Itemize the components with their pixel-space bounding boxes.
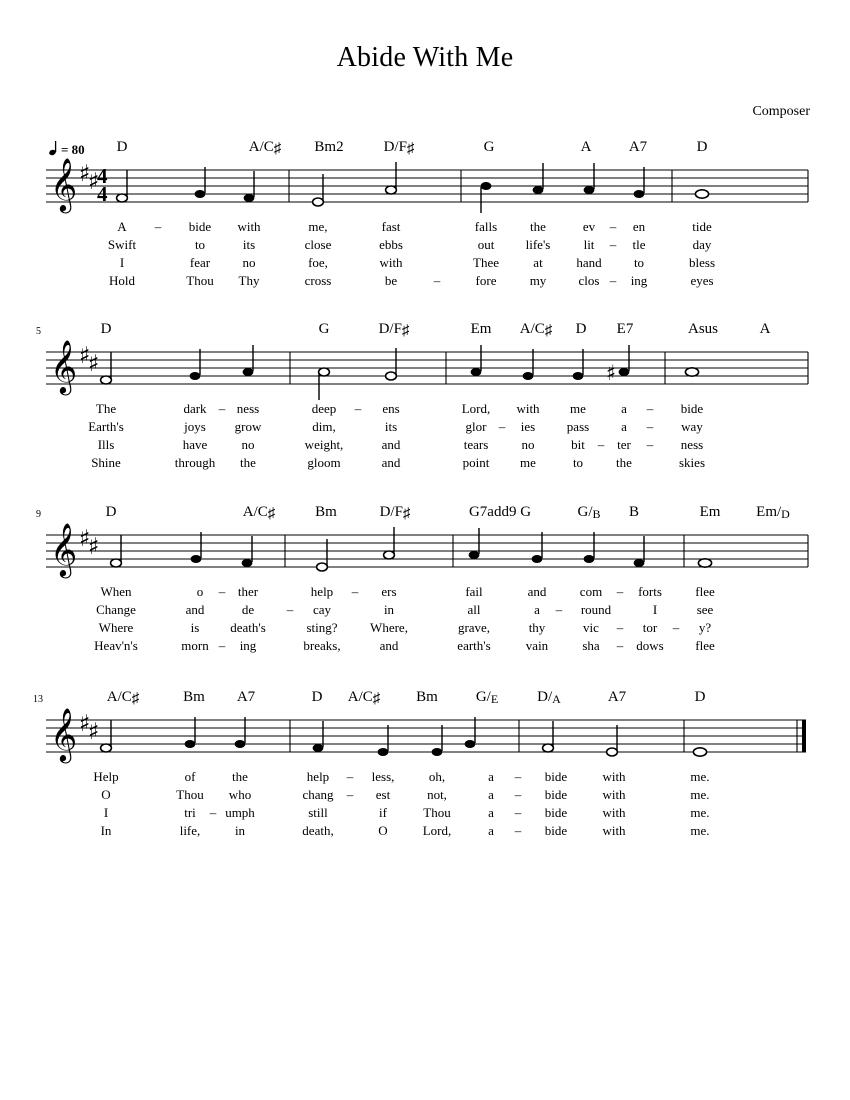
staff-lines	[46, 720, 806, 752]
note	[693, 748, 706, 756]
lyric-syllable: O	[378, 823, 388, 838]
lyric-hyphen: –	[597, 437, 605, 452]
lyric-syllable: a	[488, 823, 494, 838]
chord-symbol: Em	[470, 321, 492, 337]
svg-text:♯: ♯	[79, 711, 91, 737]
lyric-syllable: a	[488, 769, 494, 784]
lyric-syllable: fast	[381, 219, 401, 234]
note	[685, 368, 698, 376]
lyric-syllable: est	[375, 787, 391, 802]
lyric-syllable: its	[384, 419, 398, 434]
lyric-syllable: me	[520, 455, 536, 470]
note	[313, 174, 324, 206]
note	[386, 348, 397, 380]
treble-clef-icon: 𝄞	[50, 339, 78, 393]
chord-symbol: A	[759, 321, 771, 337]
chord-symbol: Bm	[416, 689, 438, 705]
verse-line	[0, 619, 850, 637]
lyric-syllable: o	[196, 584, 204, 599]
lyric-syllable: round	[580, 602, 612, 617]
staff-lines	[46, 535, 808, 567]
lyric-syllable: a	[488, 787, 494, 802]
lyric-syllable: and	[185, 602, 205, 617]
note	[195, 167, 206, 198]
lyric-syllable: breaks,	[303, 638, 341, 653]
lyric-syllable: bide	[544, 805, 568, 820]
lyric-syllable: life,	[179, 823, 201, 838]
measure-number: 13	[33, 694, 43, 705]
note	[432, 725, 443, 756]
lyric-syllable: deep	[311, 401, 337, 416]
lyric-syllable: if	[379, 805, 387, 820]
lyric-syllable: help	[306, 769, 330, 784]
composer-label: Composer	[752, 104, 810, 119]
lyric-syllable: and	[381, 455, 401, 470]
lyric-syllable: a	[621, 401, 627, 416]
lyric-syllable: pass	[566, 419, 590, 434]
lyric-syllable: with	[237, 219, 261, 234]
chord-symbol: A/C♯	[248, 139, 282, 157]
lyric-syllable: Swift	[107, 237, 137, 252]
lyric-syllable: falls	[474, 219, 498, 234]
lyric-syllable: bide	[188, 219, 212, 234]
lyric-syllable: is	[190, 620, 200, 635]
note	[190, 349, 201, 380]
lyric-syllable: and	[381, 437, 401, 452]
chord-symbol: Bm	[183, 689, 205, 705]
note	[695, 190, 708, 198]
lyric-syllable: in	[234, 823, 246, 838]
lyric-syllable: see	[696, 602, 714, 617]
lyric-syllable: O	[101, 787, 111, 802]
lyric-hyphen: –	[514, 787, 522, 802]
chord-symbol: D/F♯	[379, 504, 411, 522]
lyric-syllable: no	[521, 437, 535, 452]
lyric-syllable: out	[477, 237, 495, 252]
lyric-syllable: help	[310, 584, 334, 599]
lyric-syllable: and	[379, 638, 399, 653]
verse-line	[0, 236, 850, 254]
lyric-syllable: not,	[427, 787, 447, 802]
chord-symbol: G/E	[475, 689, 499, 706]
chord-symbol: B	[628, 504, 640, 520]
lyric-syllable: bless	[689, 255, 715, 270]
lyric-syllable: Lord,	[422, 823, 452, 838]
lyric-syllable: with	[516, 401, 540, 416]
treble-clef-icon: 𝄞	[50, 522, 78, 576]
lyric-syllable: have	[182, 437, 208, 452]
chord-symbol: D	[694, 689, 706, 705]
lyric-syllable: weight,	[304, 437, 344, 452]
lyric-syllable: less,	[371, 769, 395, 784]
note	[465, 717, 476, 748]
lyric-hyphen: –	[514, 823, 522, 838]
treble-clef-icon: 𝄞	[50, 707, 78, 761]
chord-symbol: G	[318, 321, 330, 337]
chord-symbol: G	[483, 139, 495, 155]
lyric-syllable: com	[579, 584, 603, 599]
svg-text:♯: ♯	[88, 719, 100, 745]
lyric-syllable: with	[602, 787, 626, 802]
lyric-syllable: bide	[544, 787, 568, 802]
verse-line	[0, 637, 850, 655]
note	[235, 717, 246, 748]
lyric-syllable: gloom	[307, 455, 341, 470]
lyric-syllable: I	[103, 805, 109, 820]
key-signature	[79, 343, 99, 377]
svg-text:♯: ♯	[79, 343, 91, 369]
lyric-syllable: ness	[680, 437, 704, 452]
verse-line	[0, 583, 850, 601]
lyric-syllable: in	[383, 602, 395, 617]
lyric-syllable: me.	[690, 787, 710, 802]
lyric-syllable: I	[652, 602, 658, 617]
note	[523, 349, 534, 380]
lyric-hyphen: –	[609, 273, 617, 288]
lyric-syllable: with	[602, 805, 626, 820]
chord-symbol: A/C♯	[347, 689, 381, 707]
chord-row-2	[0, 320, 850, 340]
lyric-syllable: no	[242, 255, 256, 270]
verse-line	[0, 804, 850, 822]
lyric-hyphen: –	[609, 219, 617, 234]
lyric-syllable: en	[632, 219, 646, 234]
chord-row-4	[0, 688, 850, 708]
lyric-syllable: life's	[525, 237, 551, 252]
verse-line	[0, 822, 850, 840]
chord-symbol: A/C♯	[242, 504, 276, 522]
lyric-syllable: flee	[695, 584, 715, 599]
key-signature	[79, 711, 99, 745]
lyric-syllable: through	[174, 455, 216, 470]
lyric-syllable: death,	[302, 823, 334, 838]
lyric-syllable: Hold	[109, 273, 135, 288]
lyric-syllable: with	[602, 823, 626, 838]
lyric-syllable: fail	[465, 584, 483, 599]
lyric-syllable: The	[95, 401, 117, 416]
lyric-syllable: Thy	[238, 273, 260, 288]
lyric-syllable: y?	[698, 620, 712, 635]
lyric-syllable: morn	[181, 638, 209, 653]
lyric-syllable: its	[242, 237, 256, 252]
lyric-syllable: ens	[382, 401, 400, 416]
verse-line	[0, 601, 850, 619]
chord-symbol: D/A	[537, 689, 561, 706]
lyric-syllable: be	[384, 273, 398, 288]
lyric-syllable: earth's	[457, 638, 491, 653]
lyric-syllable: grave,	[457, 620, 491, 635]
chord-symbol: A7	[607, 689, 627, 705]
lyric-syllable: umph	[225, 805, 255, 820]
chord-symbol: D	[105, 504, 117, 520]
lyric-syllable: chang	[302, 787, 334, 802]
lyric-syllable: death's	[230, 620, 266, 635]
lyric-syllable: close	[304, 237, 332, 252]
verse-line	[0, 400, 850, 418]
chord-symbol: A/C♯	[106, 689, 140, 707]
lyric-syllable: grow	[234, 419, 262, 434]
lyric-syllable: to	[572, 455, 584, 470]
lyric-syllable: a	[621, 419, 627, 434]
lyric-hyphen: –	[351, 584, 359, 599]
measure-number: 5	[36, 326, 41, 337]
lyric-syllable: thy	[528, 620, 546, 635]
chord-symbol: A	[580, 139, 592, 155]
chord-symbol: Em/D	[756, 504, 790, 521]
lyric-syllable: Help	[93, 769, 119, 784]
chord-symbol: E7	[616, 321, 634, 337]
chord-symbol: A/C♯	[519, 321, 553, 339]
page-title: Abide With Me	[336, 42, 514, 73]
lyric-hyphen: –	[498, 419, 506, 434]
lyric-syllable: Shine	[91, 455, 121, 470]
lyric-syllable: the	[530, 219, 546, 234]
lyric-hyphen: –	[616, 638, 624, 653]
lyric-hyphen: –	[346, 769, 354, 784]
lyric-syllable: Thou	[186, 273, 214, 288]
lyric-syllable: the	[616, 455, 632, 470]
lyric-hyphen: –	[609, 237, 617, 252]
lyric-syllable: I	[119, 255, 125, 270]
lyric-syllable: When	[100, 584, 132, 599]
lyric-hyphen: –	[555, 602, 563, 617]
lyric-syllable: Lord,	[461, 401, 491, 416]
lyric-syllable: no	[241, 437, 255, 452]
lyric-syllable: flee	[695, 638, 715, 653]
chord-symbol: G/B	[577, 504, 601, 521]
verse-line	[0, 254, 850, 272]
lyric-syllable: to	[633, 255, 645, 270]
svg-text:♯: ♯	[88, 351, 100, 377]
lyric-syllable: day	[692, 237, 712, 252]
lyric-syllable: me.	[690, 769, 710, 784]
note	[317, 539, 328, 571]
lyric-syllable: In	[100, 823, 112, 838]
svg-text:♯: ♯	[88, 169, 100, 195]
note	[607, 725, 618, 756]
lyric-syllable: Change	[96, 602, 136, 617]
chord-symbol: D	[575, 321, 587, 337]
treble-clef-icon: 𝄞	[50, 157, 78, 211]
lyric-syllable: the	[240, 455, 256, 470]
lyric-syllable: Thou	[176, 787, 204, 802]
lyric-syllable: of	[184, 769, 196, 784]
chord-symbol: A7	[628, 139, 648, 155]
lyric-hyphen: –	[433, 273, 441, 288]
note	[532, 532, 543, 563]
lyric-syllable: de	[241, 602, 255, 617]
lyric-hyphen: –	[218, 584, 226, 599]
note	[634, 167, 645, 198]
measure-number: 9	[36, 509, 41, 520]
lyric-syllable: Heav'n's	[94, 638, 138, 653]
lyric-syllable: dark	[183, 401, 207, 416]
lyric-syllable: ther	[237, 584, 259, 599]
lyric-hyphen: –	[218, 401, 226, 416]
lyric-syllable: ing	[239, 638, 257, 653]
lyric-syllable: who	[228, 787, 252, 802]
note	[584, 532, 595, 563]
key-signature	[79, 526, 99, 560]
note	[185, 717, 196, 748]
lyric-hyphen: –	[154, 219, 162, 234]
lyric-syllable: point	[462, 455, 490, 470]
lyric-syllable: Ills	[97, 437, 115, 452]
lyric-syllable: me.	[690, 823, 710, 838]
lyric-syllable: ness	[236, 401, 260, 416]
lyric-syllable: ing	[630, 273, 648, 288]
chord-symbol: D/F♯	[383, 139, 415, 157]
lyric-hyphen: –	[354, 401, 362, 416]
lyric-syllable: with	[602, 769, 626, 784]
note	[698, 559, 711, 567]
chord-symbol: A7	[236, 689, 256, 705]
lyric-hyphen: –	[286, 602, 294, 617]
chord-row-1	[0, 138, 850, 158]
lyric-syllable: Where	[98, 620, 134, 635]
staff-lines	[46, 170, 808, 202]
lyric-syllable: oh,	[428, 769, 446, 784]
lyric-syllable: ter	[617, 437, 631, 452]
lyric-syllable: ers	[381, 584, 397, 599]
verse-line	[0, 272, 850, 290]
lyric-syllable: skies	[679, 455, 705, 470]
note	[573, 349, 584, 380]
lyric-syllable: fear	[189, 255, 211, 270]
lyric-syllable: joys	[184, 419, 206, 434]
lyric-syllable: me.	[690, 805, 710, 820]
svg-text:= 80: = 80	[61, 142, 85, 157]
lyric-hyphen: –	[218, 638, 226, 653]
sharp-icon: ♯	[606, 361, 617, 385]
verse-line	[0, 454, 850, 472]
svg-text:♯: ♯	[79, 161, 91, 187]
chord-symbol: D	[100, 321, 112, 337]
lyric-syllable: me,	[308, 219, 328, 234]
svg-text:♯: ♯	[88, 534, 100, 560]
verse-line	[0, 218, 850, 236]
lyric-syllable: sting?	[306, 620, 338, 635]
lyric-syllable: Earth's	[88, 419, 124, 434]
lyric-syllable: at	[533, 255, 543, 270]
lyric-syllable: me	[570, 401, 586, 416]
lyric-syllable: dim,	[312, 419, 336, 434]
chord-symbol: G7add9 G	[468, 504, 532, 520]
lyric-syllable: tri	[184, 805, 196, 820]
svg-text:♯: ♯	[79, 526, 91, 552]
lyric-syllable: tears	[463, 437, 489, 452]
lyric-hyphen: –	[616, 584, 624, 599]
chord-symbol: D	[696, 139, 708, 155]
lyric-hyphen: –	[646, 437, 654, 452]
chord-symbol: D/F♯	[378, 321, 410, 339]
note-with-accidental	[606, 345, 629, 385]
lyric-syllable: A	[117, 219, 127, 234]
lyric-syllable: Where,	[370, 620, 408, 635]
lyric-syllable: dows	[636, 638, 664, 653]
lyric-syllable: a	[488, 805, 494, 820]
lyric-hyphen: –	[616, 620, 624, 635]
lyric-syllable: fore	[475, 273, 497, 288]
lyric-syllable: to	[194, 237, 206, 252]
lyric-hyphen: –	[672, 620, 680, 635]
lyric-syllable: glor	[465, 419, 487, 434]
note	[191, 532, 202, 563]
lyric-syllable: way	[681, 419, 703, 434]
lyric-syllable: bide	[680, 401, 704, 416]
lyric-syllable: ev	[582, 219, 596, 234]
lyric-syllable: tle	[632, 237, 646, 252]
lyric-syllable: forts	[638, 584, 662, 599]
lyric-syllable: still	[308, 805, 328, 820]
lyric-syllable: tor	[642, 620, 658, 635]
lyric-syllable: Thee	[473, 255, 499, 270]
note	[378, 725, 389, 756]
lyric-syllable: foe,	[308, 255, 328, 270]
lyric-syllable: a	[534, 602, 540, 617]
lyric-hyphen: –	[646, 419, 654, 434]
lyric-hyphen: –	[514, 769, 522, 784]
verse-line	[0, 436, 850, 454]
lyric-syllable: bide	[544, 823, 568, 838]
chord-symbol: Bm2	[314, 139, 344, 155]
chord-symbol: D	[311, 689, 323, 705]
chord-symbol: Asus	[687, 321, 719, 337]
lyric-syllable: bide	[544, 769, 568, 784]
lyric-syllable: lit	[583, 237, 595, 252]
lyric-syllable: my	[529, 273, 547, 288]
verse-line	[0, 768, 850, 786]
lyric-hyphen: –	[514, 805, 522, 820]
lyric-syllable: with	[379, 255, 403, 270]
lyric-hyphen: –	[346, 787, 354, 802]
note	[481, 182, 492, 213]
lyric-syllable: sha	[582, 638, 600, 653]
chord-symbol: D	[116, 139, 128, 155]
chord-symbol: Em	[699, 504, 721, 520]
lyric-syllable: eyes	[690, 273, 714, 288]
lyric-syllable: cay	[312, 602, 332, 617]
lyric-syllable: all	[467, 602, 481, 617]
lyric-syllable: hand	[576, 255, 602, 270]
lyric-syllable: ebbs	[379, 237, 403, 252]
svg-text:4: 4	[97, 164, 108, 188]
lyric-syllable: and	[527, 584, 547, 599]
lyric-syllable: the	[232, 769, 248, 784]
lyric-hyphen: –	[646, 401, 654, 416]
chord-row-3	[0, 503, 850, 523]
verse-line	[0, 418, 850, 436]
lyric-syllable: bit	[571, 437, 585, 452]
time-signature	[97, 164, 108, 206]
lyric-syllable: Thou	[423, 805, 451, 820]
svg-text:4: 4	[97, 182, 108, 206]
lyric-syllable: tide	[692, 219, 712, 234]
lyric-syllable: clos	[578, 273, 600, 288]
chord-symbol: Bm	[315, 504, 337, 520]
lyric-syllable: vain	[525, 638, 549, 653]
lyric-syllable: vic	[583, 620, 599, 635]
lyric-hyphen: –	[209, 805, 217, 820]
lyric-syllable: cross	[304, 273, 332, 288]
verse-line	[0, 786, 850, 804]
lyric-syllable: ies	[520, 419, 536, 434]
